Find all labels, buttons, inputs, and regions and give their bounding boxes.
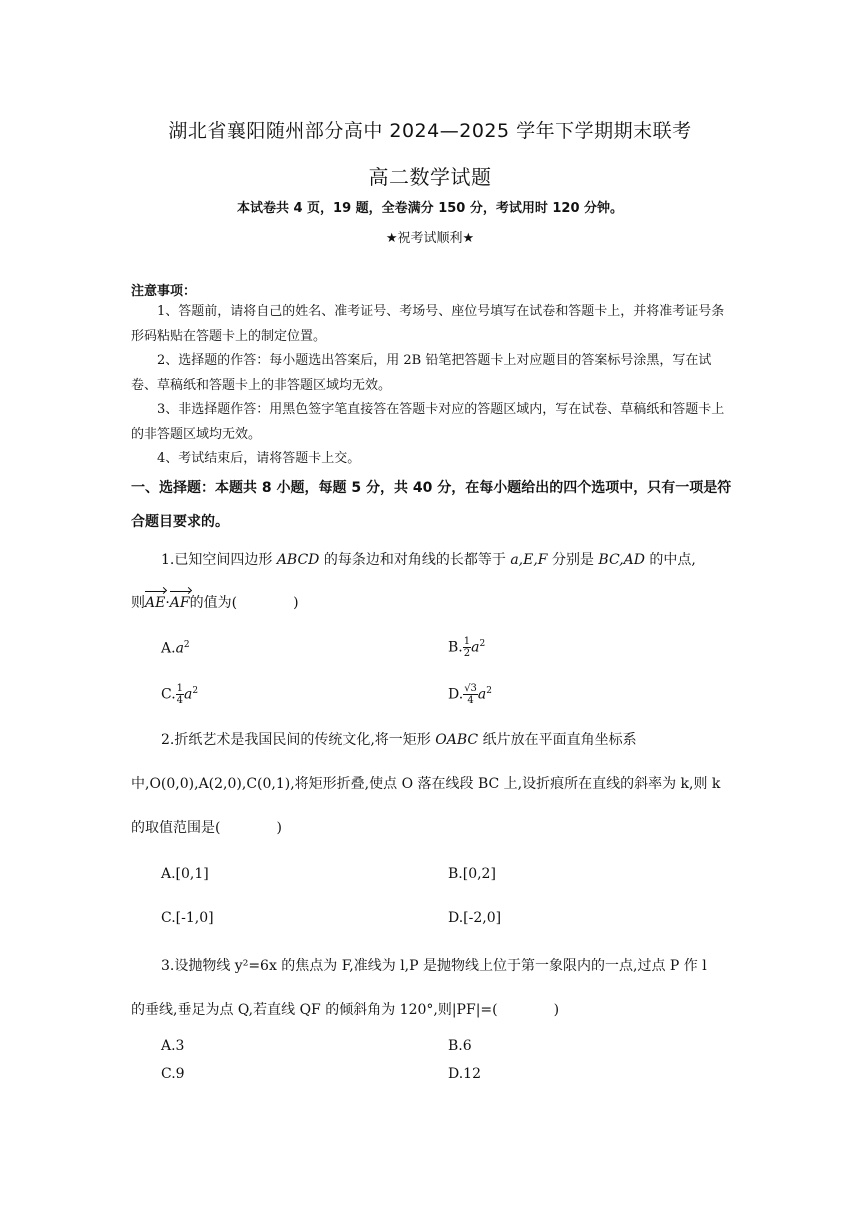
- option-label: D.: [448, 686, 464, 703]
- option-exp: 2: [192, 685, 199, 696]
- option-var: a: [471, 639, 480, 656]
- q2-text: 纸片放在平面直角坐标系: [478, 732, 637, 748]
- dot-operator: ·: [165, 595, 170, 611]
- note-item: 2、选择题的作答：每小题选出答案后，用 2B 铅笔把答题卡上对应题目的答案标号涂黑，写在试卷、草稿纸和答题卡上的非答题区域均无效。: [131, 353, 712, 393]
- q3-option-c: C.9: [161, 1066, 185, 1082]
- question-2-line2: 中,O(0,0),A(2,0),C(0,1),将矩形折叠,使点 O 落在线段 BC 上,设折痕所在直线的斜率为 k,则 k: [131, 776, 721, 792]
- question-3: [131, 956, 736, 976]
- q1-text: 的中点,: [644, 552, 696, 568]
- q1-var: ABCD: [276, 552, 320, 568]
- denominator: 4: [176, 695, 184, 706]
- exam-subtitle: 高二数学试题: [368, 165, 492, 189]
- option-label: B.: [448, 639, 463, 656]
- question-1-line1: [131, 550, 736, 570]
- q3-option-d: D.12: [448, 1066, 481, 1082]
- option-var: a: [477, 686, 487, 703]
- option-exp: 2: [479, 638, 486, 649]
- blessing: ★祝考试顺利★: [385, 231, 475, 246]
- section-heading-text: 一、选择题：本题共 8 小题，每题 5 分，共 40 分，在每小题给出的四个选项中，只有一项是符合题目要求的。: [131, 480, 732, 530]
- numerator: 1: [176, 683, 184, 694]
- q1-text: 的值为( ): [189, 595, 299, 611]
- numerator: √3: [464, 683, 477, 694]
- q2-text: 2.折纸艺术是我国民间的传统文化,将一矩形: [161, 732, 436, 748]
- question-1: [131, 550, 736, 570]
- question-2: [131, 730, 736, 750]
- q2-option-a: A.[0,1]: [161, 866, 209, 882]
- q1-option-b: [448, 636, 485, 659]
- q2-option-b: B.[0,2]: [448, 866, 496, 882]
- exam-title: 湖北省襄阳随州部分高中 2024—2025 学年下学期期末联考: [168, 120, 692, 142]
- option-var: a: [184, 686, 193, 703]
- q3-option-a: A.3: [161, 1038, 185, 1054]
- fraction: [176, 683, 184, 706]
- option-exp: 2: [486, 685, 493, 696]
- q1-text: 则: [131, 595, 145, 611]
- section-heading: [131, 471, 736, 539]
- option-label: A.: [161, 640, 176, 657]
- note-item: 3、非选择题作答：用黑色签字笔直接答在答题卡对应的答题区域内，写在试卷、草稿纸和答题卡上的非答题区域均无效。: [131, 402, 725, 442]
- fraction: [463, 683, 478, 706]
- question-2-line3: 的取值范围是( ): [131, 820, 282, 836]
- option-exp: 2: [183, 640, 190, 650]
- denominator: 2: [463, 648, 471, 659]
- note-item: 1、答题前，请将自己的姓名、准考证号、考场号、座位号填写在试卷和答题卡上，并将准考证号条形码粘贴在答题卡上的制定位置。: [131, 304, 725, 344]
- q2-option-c: C.[-1,0]: [161, 910, 214, 926]
- notes-list: [131, 300, 731, 472]
- q1-text: 1.已知空间四边形: [161, 552, 277, 568]
- numerator: 1: [463, 636, 471, 647]
- fraction: [463, 636, 471, 659]
- denominator: 4: [467, 695, 474, 706]
- note-item: 4、考试结束后，请将答题卡上交。: [157, 451, 361, 466]
- question-2-line1: [131, 730, 736, 750]
- option-var: a: [175, 640, 184, 657]
- q1-option-c: [161, 683, 198, 706]
- q2-var: OABC: [435, 732, 479, 748]
- question-3-line2: 的垂线,垂足为点 Q,若直线 QF 的倾斜角为 120°,则|PF|=( ): [131, 1002, 560, 1018]
- question-3-line1: 3.设抛物线 y²=6x 的焦点为 F,准线为 l,P 是抛物线上位于第一象限内的一点,过点 P 作 l: [161, 958, 707, 974]
- q1-text: 分别是: [547, 552, 599, 568]
- q1-option-a: [161, 640, 190, 657]
- exam-info: 本试卷共 4 页，19 题，全卷满分 150 分，考试用时 120 分钟。: [236, 201, 624, 216]
- notes-heading: 注意事项：: [131, 284, 197, 299]
- vector-af: AF: [169, 595, 190, 611]
- q3-option-b: B.6: [448, 1038, 472, 1054]
- q1-var: BC,AD: [598, 552, 645, 568]
- q2-option-d: D.[-2,0]: [448, 910, 502, 926]
- option-label: C.: [161, 686, 176, 703]
- q1-var: a,E,F: [510, 552, 548, 568]
- question-1-line2: [131, 593, 736, 613]
- q1-text: 的每条边和对角线的长都等于: [319, 552, 511, 568]
- q1-option-d: [448, 683, 492, 706]
- vector-ae: AE: [145, 595, 166, 611]
